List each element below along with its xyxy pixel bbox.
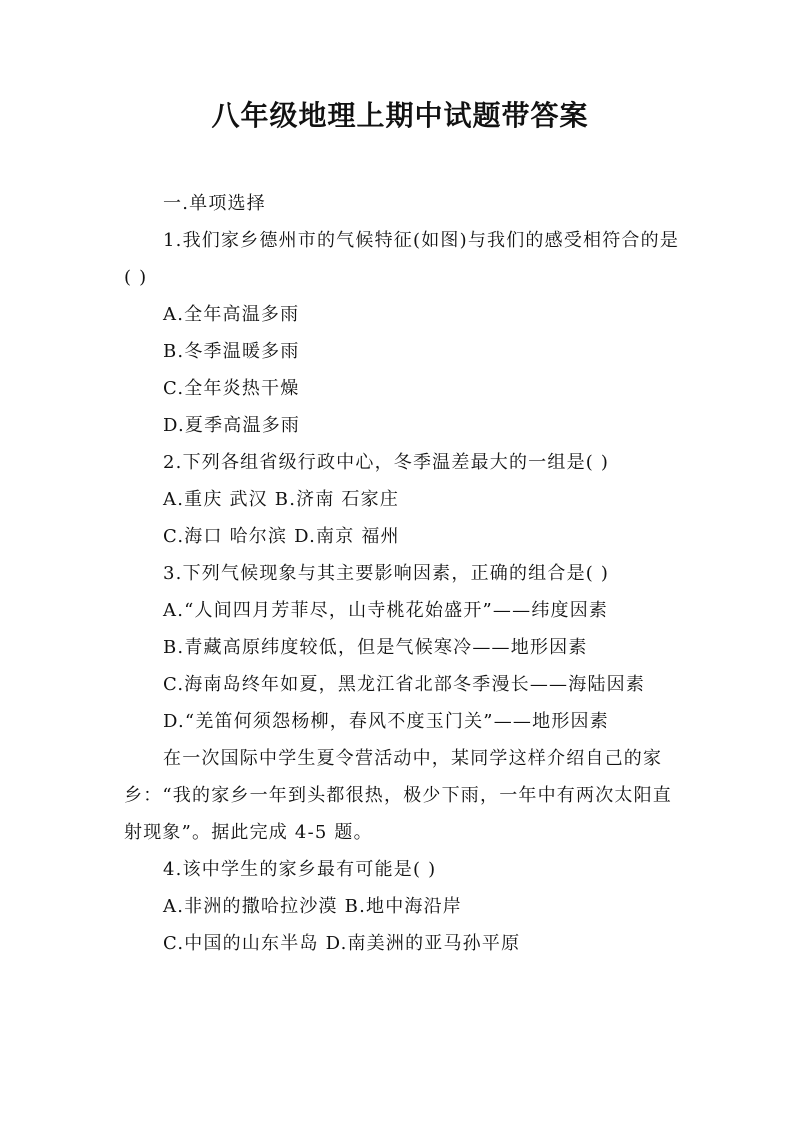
document-title: 八年级地理上期中试题带答案 (211, 99, 589, 132)
question-4-options-cd: C.中国的山东半岛 D.南美洲的亚马孙平原 (163, 933, 521, 954)
question-4-options-ab: A.非洲的撒哈拉沙漠 B.地中海沿岸 (163, 896, 462, 917)
question-1-option-c: C.全年炎热干燥 (163, 378, 300, 399)
question-1-option-d: D.夏季高温多雨 (163, 415, 301, 436)
question-3-option-d: D.“羌笛何须怨杨柳，春风不度玉门关”——地形因素 (163, 711, 609, 732)
question-3: 3.下列气候现象与其主要影响因素，正确的组合是( ) (163, 563, 610, 584)
question-1-option-a: A.全年高温多雨 (163, 304, 300, 325)
question-3-option-a: A.“人间四月芳菲尽，山寺桃花始盛开”——纬度因素 (163, 600, 609, 621)
question-3-option-c: C.海南岛终年如夏，黑龙江省北部冬季漫长——海陆因素 (163, 674, 646, 695)
question-4: 4.该中学生的家乡最有可能是( ) (163, 859, 437, 880)
document-body (124, 185, 682, 962)
question-3-option-b: B.青藏高原纬度较低，但是气候寒冷——地形因素 (163, 637, 588, 658)
question-2-options-ab: A.重庆 武汉 B.济南 石家庄 (163, 489, 400, 510)
question-2-options-cd: C.海口 哈尔滨 D.南京 福州 (163, 526, 400, 547)
question-2: 2.下列各组省级行政中心，冬季温差最大的一组是( ) (163, 452, 610, 473)
question-1-option-b: B.冬季温暖多雨 (163, 341, 300, 362)
reading-passage: 在一次国际中学生夏令营活动中，某同学这样介绍自己的家乡：“我的家乡一年到头都很热，极少下雨，一年中有两次太阳直射现象”。据此完成 4-5 题。 (124, 748, 672, 843)
question-1: 1.我们家乡德州市的气候特征(如图)与我们的感受相符合的是( ) (124, 230, 680, 288)
section-heading: 一.单项选择 (163, 193, 266, 214)
